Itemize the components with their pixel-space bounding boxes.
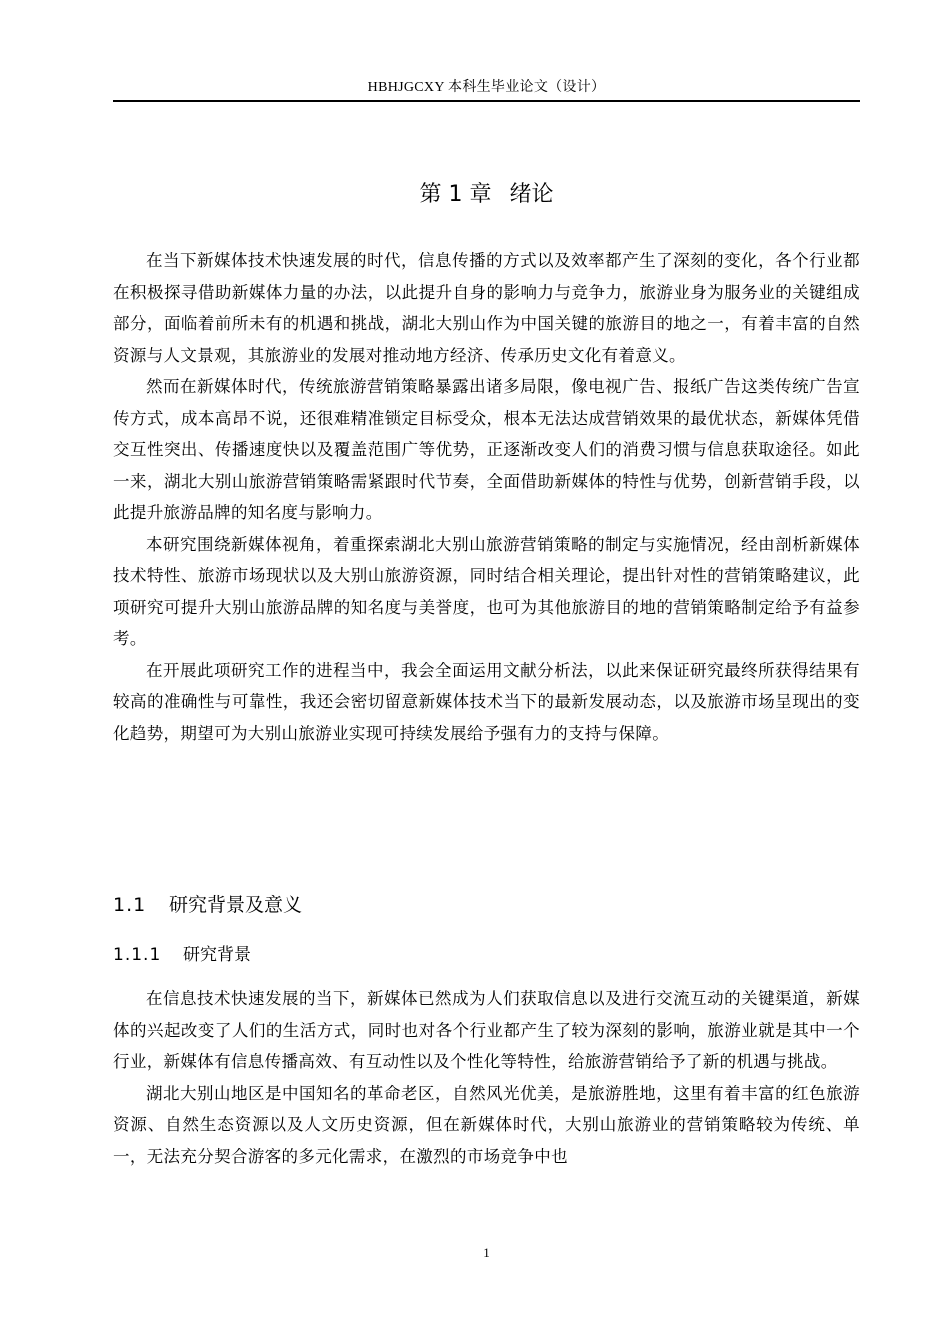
section-title: 研究背景及意义 <box>169 894 303 916</box>
section-number: 1.1 <box>113 894 147 916</box>
paragraph: 在开展此项研究工作的进程当中，我会全面运用文献分析法，以此来保证研究最终所获得结果有较高的准确性与可靠性，我还会密切留意新媒体技术当下的最新发展动态，以及旅游市场呈现出的变化趋势，期望可为大别山旅游业实现可持续发展给予强有力的支持与保障。 <box>113 660 860 743</box>
paragraph: 在当下新媒体技术快速发展的时代，信息传播的方式以及效率都产生了深刻的变化，各个行业都在积极探寻借助新媒体力量的办法，以此提升自身的影响力与竞争力，旅游业身为服务业的关键组成部分，面临着前所未有的机遇和挑战，湖北大别山作为中国关键的旅游目的地之一，有着丰富的自然资源与人文景观，其旅游业的发展对推动地方经济、传承历史文化有着意义。 <box>113 251 860 365</box>
background-body <box>113 983 860 1172</box>
paragraph: 湖北大别山地区是中国知名的革命老区，自然风光优美，是旅游胜地，这里有着丰富的红色旅游资源、自然生态资源以及人文历史资源，但在新媒体时代，大别山旅游业的营销策略较为传统、单一，无法充分契合游客的多元化需求，在激烈的市场竞争中也 <box>113 1083 860 1166</box>
paragraph: 本研究围绕新媒体视角，着重探索湖北大别山旅游营销策略的制定与实施情况，经由剖析新媒体技术特性、旅游市场现状以及大别山旅游资源，同时结合相关理论，提出针对性的营销策略建议，此项研究可提升大别山旅游品牌的知名度与美誉度，也可为其他旅游目的地的营销策略制定给予有益参考。 <box>113 534 860 648</box>
chapter-title <box>113 180 860 210</box>
paragraph: 然而在新媒体时代，传统旅游营销策略暴露出诸多局限，像电视广告、报纸广告这类传统广告宣传方式，成本高昂不说，还很难精准锁定目标受众，根本无法达成营销效果的最优状态，新媒体凭借交互性突出、传播速度快以及覆盖范围广等优势，正逐渐改变人们的消费习惯与信息获取途径。如此一来，湖北大别山旅游营销策略需紧跟时代节奏，全面借助新媒体的特性与优势，创新营销手段，以此提升旅游品牌的知名度与影响力。 <box>113 377 860 522</box>
subsection-number: 1.1.1 <box>113 945 162 965</box>
subsection-heading <box>113 942 860 968</box>
page-number: 1 <box>483 1245 490 1260</box>
subsection-title: 研究背景 <box>183 945 251 965</box>
chapter-number: 第 1 章 <box>419 182 492 207</box>
section-heading <box>113 891 860 919</box>
paragraph: 在信息技术快速发展的当下，新媒体已然成为人们获取信息以及进行交流互动的关键渠道，新媒体的兴起改变了人们的生活方式，同时也对各个行业都产生了较为深刻的影响，旅游业就是其中一个行业，新媒体有信息传播高效、有互动性以及个性化等特性，给旅游营销给予了新的机遇与挑战。 <box>113 989 860 1071</box>
intro-body <box>113 245 860 749</box>
chapter-name: 绪论 <box>509 182 554 207</box>
header-rule <box>113 100 860 102</box>
page-header: HBHJGCXY 本科生毕业论文（设计） <box>367 80 606 95</box>
